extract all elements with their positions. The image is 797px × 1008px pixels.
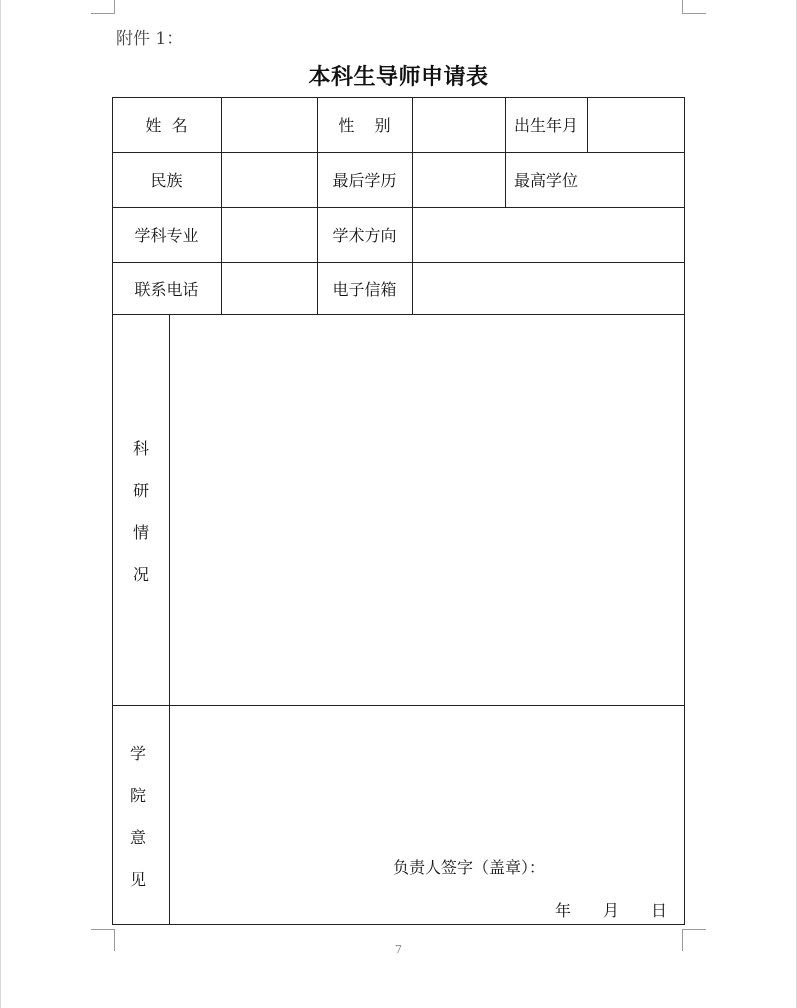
email-label: 电子信箱: [332, 279, 397, 299]
signature-label: 负责人签字（盖章）：: [393, 858, 546, 877]
degree-label: 最高学位: [513, 171, 578, 190]
date-day: 日: [651, 901, 668, 920]
research-label: 科 研 情 况: [132, 439, 149, 584]
direction-label: 学术方向: [332, 226, 397, 245]
page-title: 本科生导师申请表: [308, 65, 489, 90]
major-label: 学科专业: [134, 226, 199, 245]
name-value-cell[interactable]: [222, 98, 317, 152]
name-label: 姓 名: [145, 116, 188, 135]
college-opinion-area[interactable]: [170, 706, 684, 924]
page-number: 7: [395, 943, 402, 956]
application-form-table: [112, 97, 685, 925]
attachment-label: 附件 1：: [116, 29, 184, 49]
college-opinion-label: 学 院 意 见: [129, 744, 146, 889]
birth-label: 出生年月: [513, 116, 578, 135]
gender-label: 性 别: [338, 116, 391, 135]
education-label: 最后学历: [332, 171, 397, 190]
phone-label: 联系电话: [134, 279, 199, 299]
date-year: 年: [555, 901, 572, 920]
ethnicity-value-cell[interactable]: [222, 153, 317, 207]
birth-value-cell[interactable]: [588, 98, 684, 152]
education-value-cell[interactable]: [413, 153, 505, 207]
date-month: 月: [603, 901, 620, 920]
research-content-area[interactable]: [170, 315, 684, 705]
page-edge-left: [0, 0, 1, 1008]
major-value-cell[interactable]: [222, 208, 317, 262]
phone-value-cell[interactable]: [222, 263, 317, 314]
ethnicity-label: 民族: [150, 171, 183, 190]
direction-value-cell[interactable]: [413, 208, 684, 262]
degree-value-cell[interactable]: [588, 153, 684, 207]
email-value-cell[interactable]: [413, 263, 684, 314]
gender-value-cell[interactable]: [413, 98, 505, 152]
